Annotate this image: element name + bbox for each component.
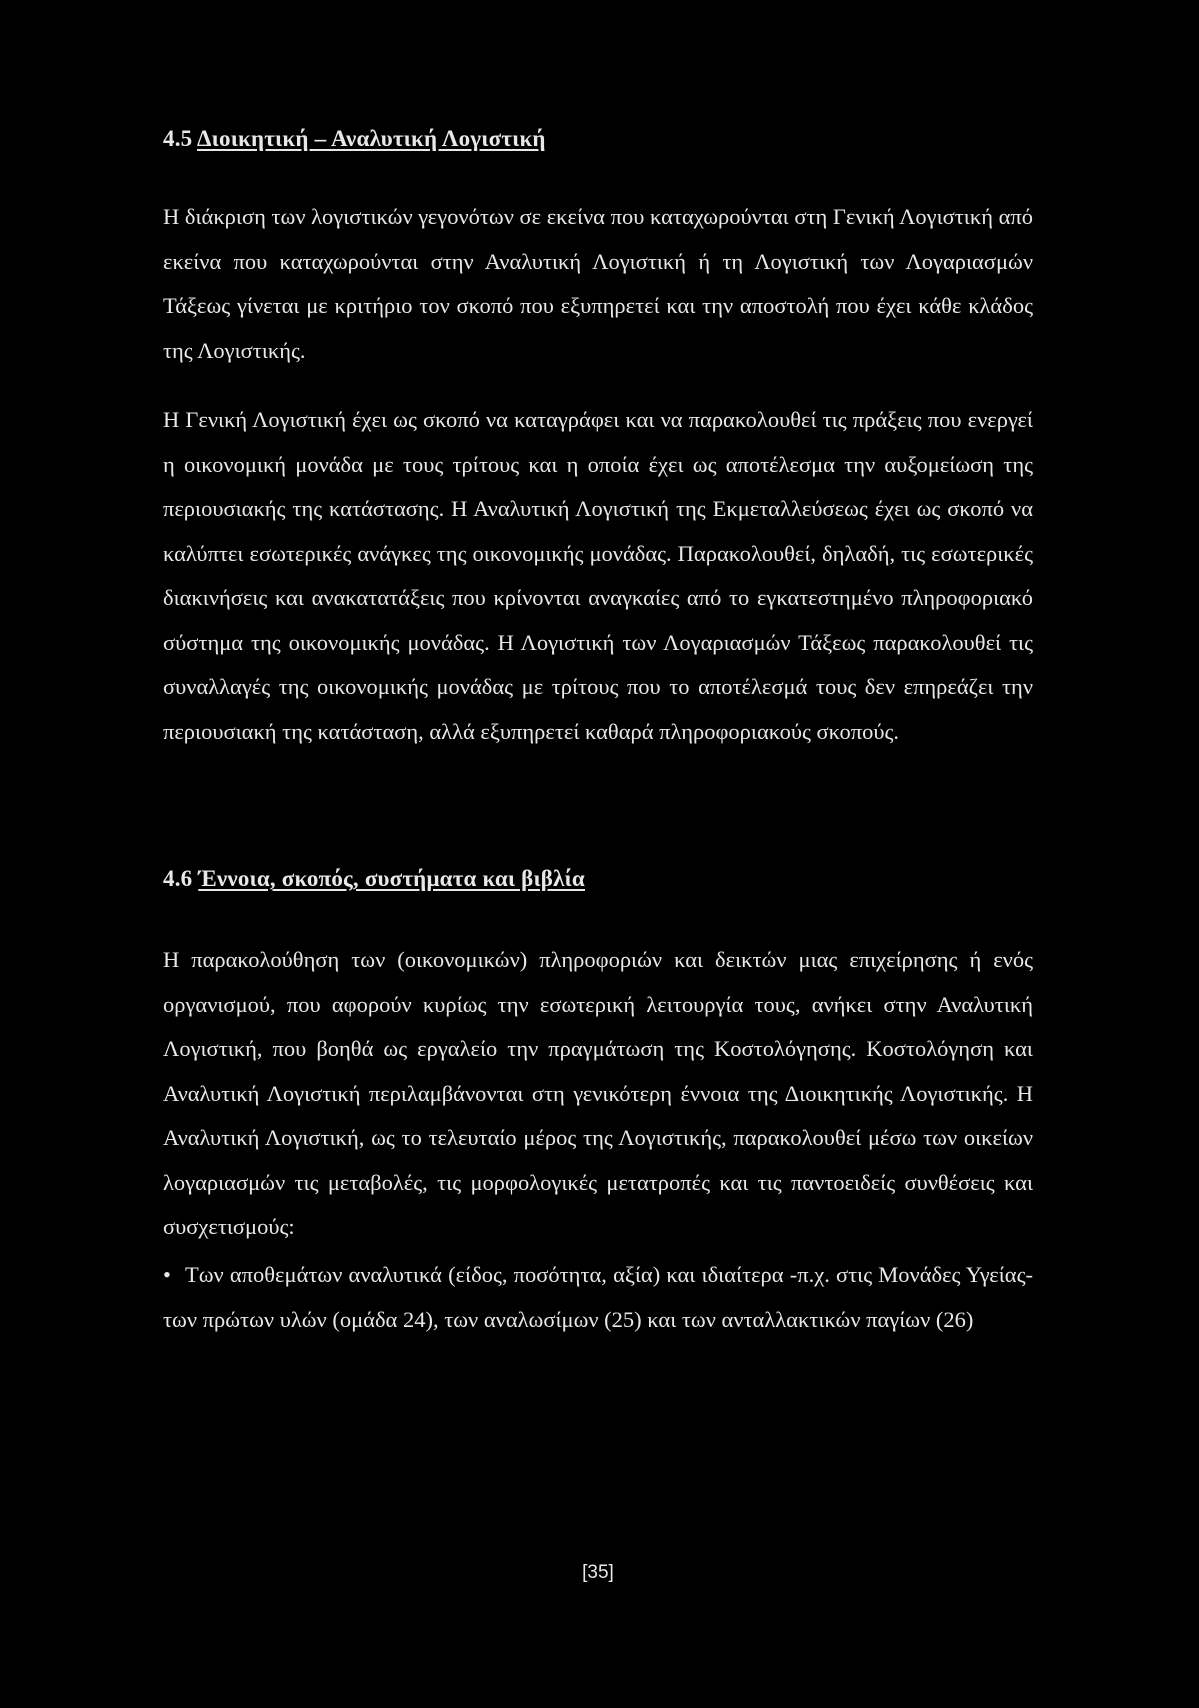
section-heading-4-6 [163, 866, 585, 892]
section-title: Έννοια, σκοπός, συστήματα και βιβλία [198, 866, 585, 891]
paragraph: Η Γενική Λογιστική έχει ως σκοπό να καταγράφει και να παρακολουθεί τις πράξεις που ενεργεί η οικονομική μονάδα με τους τρίτους και η οποία έχει ως αποτέλεσμα την αυξομείωση της περιουσιακής της κατάστασης. Η Αναλυτική Λογιστική της Εκμεταλλεύσεως έχει ως σκοπό να καλύπτει εσωτερικές ανάγκες της οικονομικής μονάδας. Παρακολουθεί, δηλαδή, τις εσωτερικές διακινήσεις και ανακατατάξεις που κρίνονται αναγκαίες από το εγκατεστημένο πληροφοριακό σύστημα της οικονομικής μονάδας. Η Λογιστική των Λογαριασμών Τάξεως παρακολουθεί τις συναλλαγές της οικονομικής μονάδας με τρίτους που το αποτέλεσμά τους δεν επηρεάζει την περιουσιακή της κατάσταση, αλλά εξυπηρετεί καθαρά πληροφοριακούς σκοπούς. [163, 407, 1033, 744]
paragraph: Η παρακολούθηση των (οικονομικών) πληροφοριών και δεικτών μιας επιχείρησης ή ενός οργανισμού, που αφορούν κυρίως την εσωτερική λειτουργία τους, ανήκει στην Αναλυτική Λογιστική, που βοηθά ως εργαλείο την πραγμάτωση της Κοστολόγησης. Κοστολόγηση και Αναλυτική Λογιστική περιλαμβάνονται στη γενικότερη έννοια της Διοικητικής Λογιστικής. Η Αναλυτική Λογιστική, ως το τελευταίο μέρος της Λογιστικής, παρακολουθεί μέσω των οικείων λογαριασμών τις μεταβολές, τις μορφολογικές μετατροπές και τις παντοειδείς συνθέσεις και συσχετισμούς: [163, 947, 1033, 1239]
bullet-marker: • [163, 1262, 171, 1287]
section-title: Διοικητική – Αναλυτική Λογιστική [197, 126, 546, 151]
document-page [163, 0, 1033, 1708]
page-number: [35] [582, 1562, 614, 1583]
section-heading-4-5 [163, 126, 546, 152]
paragraph: Η διάκριση των λογιστικών γεγονότων σε εκείνα που καταχωρούνται στη Γενική Λογιστική από εκείνα που καταχωρούνται στην Αναλυτική Λογιστική ή τη Λογιστική των Λογαριασμών Τάξεως γίνεται με κριτήριο τον σκοπό που εξυπηρετεί και την αποστολή που έχει κάθε κλάδος της Λογιστικής. [163, 204, 1033, 363]
list-item-text: Των αποθεμάτων αναλυτικά (είδος, ποσότητα, αξία) και ιδιαίτερα -π.χ. στις Μονάδες Υγείας- των πρώτων υλών (ομάδα 24), των αναλωσίμων (25) και των ανταλλακτικών παγίων (26) [163, 1262, 1033, 1332]
section-number: 4.6 [163, 866, 193, 891]
section-number: 4.5 [163, 126, 193, 151]
list-item [163, 1253, 1033, 1342]
